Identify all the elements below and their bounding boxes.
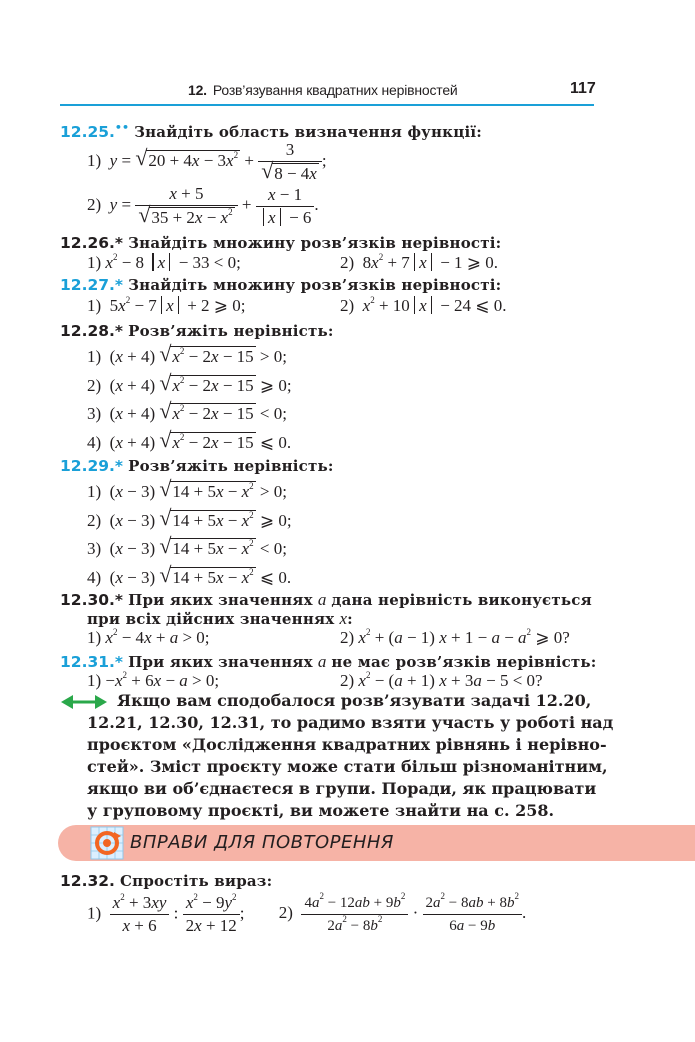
task-var: a xyxy=(317,590,327,609)
task-12-28-item-3: 3) (x + 4) √ $x^2 - 2x - 15 < 0$; xyxy=(87,398,287,423)
task-text: Розв’яжіть нерівність: xyxy=(128,457,334,475)
task-12-25 xyxy=(60,118,482,142)
task-12-26 xyxy=(60,233,501,253)
task-12-31 xyxy=(60,652,597,672)
task-text: Знайдіть область визначення функції: xyxy=(134,123,483,141)
project-line-1: Якщо вам сподобалося розв’язувати задачі 12.20, xyxy=(117,691,592,710)
task-number: 12.32. xyxy=(60,872,115,890)
project-line-5: якщо ви об’єднаєтеся в групи. Поради, як працювати xyxy=(87,779,597,798)
task-12-30-line2 xyxy=(87,609,353,629)
task-var-x: x xyxy=(339,609,348,628)
task-text-a: При яких значеннях xyxy=(128,591,313,609)
task-12-28-item-2: 2) (x + 4) √ $x^2 - 2x - 15$ ⩾ 0; xyxy=(87,370,292,395)
project-line-4: стей». Зміст проєкту може стати більш різноманітним, xyxy=(87,757,608,776)
task-mark: * xyxy=(114,591,124,609)
task-12-26-items: 1) $x^2 - 8$ x − 33 < 0; 2) $8x^2 + 7$ x − 1 ⩾ 0. xyxy=(87,252,499,272)
task-mark: * xyxy=(114,234,124,252)
task-12-30 xyxy=(60,590,592,610)
task-12-28-item-1: 1) (x + 4) √ $x^2 - 2x - 15 > 0$; xyxy=(87,341,287,366)
project-line-6: у груповому проєкті, ви можете знайти на с. 258. xyxy=(87,801,555,820)
project-line-2: 12.21, 12.30, 12.31, то радимо взяти участь у роботі над xyxy=(87,713,614,732)
task-number: 12.27. xyxy=(60,276,115,294)
task-12-25-item-1: 1) y = √ $20 + 4x - 3x^2$ + 3 √ 8 − 4x ; xyxy=(87,140,327,183)
task-text-a: При яких значеннях xyxy=(128,653,313,671)
task-12-29-item-3: 3) (x − 3) √ $14 + 5x - x^2 < 0$; xyxy=(87,533,287,558)
task-12-29-item-2: 2) (x − 3) √ $14 + 5x - x^2$ ⩾ 0; xyxy=(87,505,292,530)
task-12-31-items: $1) -x^2 + 6x - a > 0$; 2) $x^2 - (a + 1) x + 3a - 5 < 0$? xyxy=(87,670,543,690)
section-title: ВПРАВИ ДЛЯ ПОВТОРЕННЯ xyxy=(130,832,394,853)
task-text: Спростіть вираз: xyxy=(120,872,273,890)
task-text-colon: : xyxy=(347,610,353,628)
project-line-3: проєктом «Дослідження квадратних рівнянь і нерівно- xyxy=(87,735,607,754)
repeat-circle-icon xyxy=(90,826,124,860)
task-12-25-item-2: 2) y = x + 5 √ $35 + 2x - x^2$ + $\frac{x - 1}{x - 6}$ . xyxy=(87,184,319,227)
task-mark: * xyxy=(114,276,124,294)
header-rule xyxy=(60,104,594,106)
chapter-heading xyxy=(188,82,458,98)
task-number: 12.26. xyxy=(60,234,115,252)
page-number: 117 xyxy=(570,80,596,97)
task-text-line2: при всіх дійсних значеннях xyxy=(87,610,335,628)
task-12-32-items: 1) $\frac{x^2 + 3xy}{x + 6}$ : $\frac{x^2 - 9y^2}{2x + 12}$ ; 2) $\frac{4a^2 - 12ab + 9b^2}{2a^2 - 8b^2}$ · $\frac{2a^2 - 8ab + 8b^2}{6a - 9b}$ . xyxy=(87,891,527,935)
task-number: 12.28. xyxy=(60,322,115,340)
chapter-number: 12. xyxy=(188,82,207,98)
task-number: 12.30. xyxy=(60,591,115,609)
task-text-b: не має розв’язків нерівність: xyxy=(331,653,597,671)
task-mark: * xyxy=(114,322,124,340)
task-mark: * xyxy=(114,457,124,475)
task-12-29 xyxy=(60,456,334,476)
task-12-28 xyxy=(60,321,334,341)
chapter-title: Розв’язування квадратних нерівностей xyxy=(212,82,458,98)
task-12-32 xyxy=(60,871,272,891)
task-12-27-items: 1) $5x^2 - 7$ x + 2 ⩾ 0; 2) $x^2 + 10$ x − 24 ⩽ 0. xyxy=(87,295,507,315)
task-text-b: дана нерівність виконується xyxy=(331,591,592,609)
task-mark: •• xyxy=(114,121,129,134)
task-var: a xyxy=(317,652,327,671)
task-number: 12.29. xyxy=(60,457,115,475)
task-mark: * xyxy=(114,653,124,671)
task-number: 12.31. xyxy=(60,653,115,671)
task-text: Знайдіть множину розв’язків нерівності: xyxy=(128,234,502,252)
task-number: 12.25. xyxy=(60,123,115,141)
task-12-29-item-1: 1) (x − 3) √ $14 + 5x - x^2 > 0$; xyxy=(87,476,287,501)
task-12-29-item-4: 4) (x − 3) √ $14 + 5x - x^2$ ⩽ 0. xyxy=(87,562,292,587)
task-text: Знайдіть множину розв’язків нерівності: xyxy=(128,276,502,294)
task-12-30-items: 1) $x^2 - 4x + a > 0$; 2) $x^2 + (a - 1) x + 1 - a - a^2$ ⩾ 0? xyxy=(87,627,570,647)
double-arrow-icon xyxy=(61,695,107,709)
task-text: Розв’яжіть нерівність: xyxy=(128,322,334,340)
task-12-28-item-4: 4) (x + 4) √ $x^2 - 2x - 15$ ⩽ 0. xyxy=(87,427,292,452)
task-12-27 xyxy=(60,275,501,295)
